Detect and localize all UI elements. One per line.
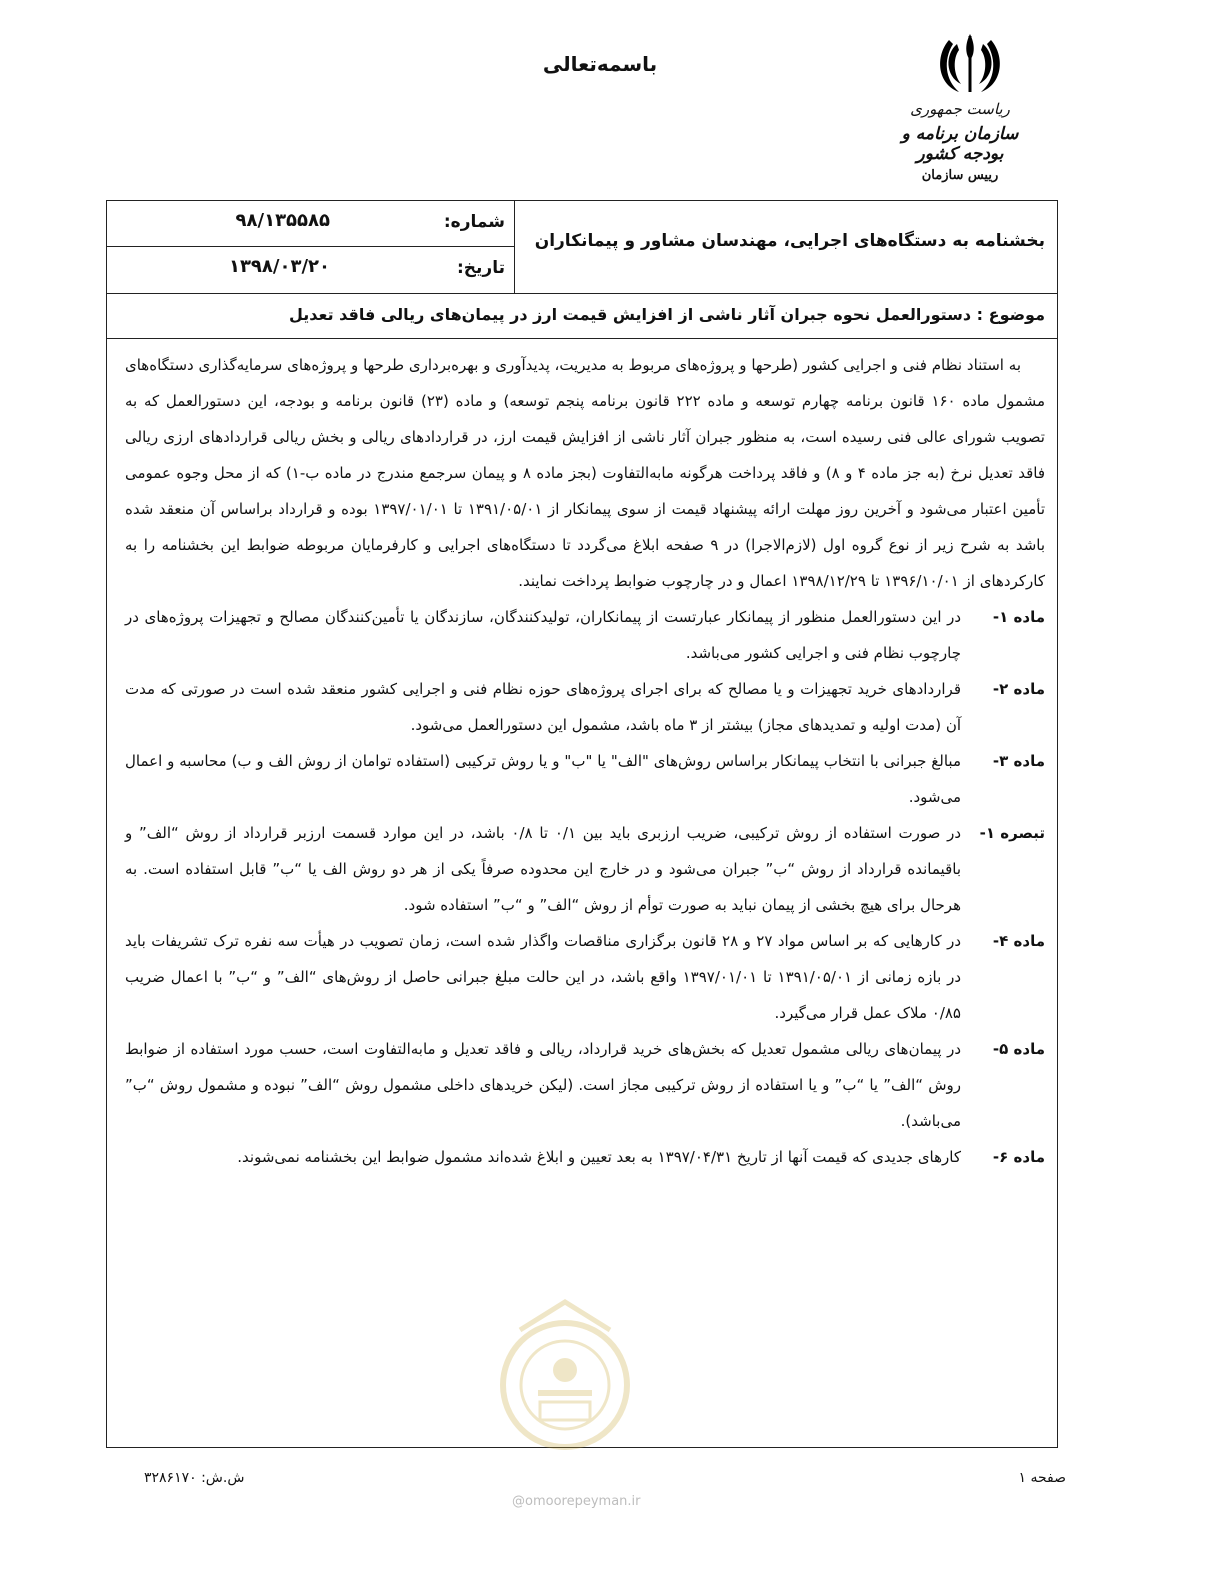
watermark-logo-icon — [490, 1290, 640, 1490]
article-text: در این دستورالعمل منظور از پیمانکار عبارتست از پیمانکاران، تولیدکنندگان، سازندگان یا تأمین‌کنندگان مصالح و تجهیزات پروژه‌های در چارچوب نظام فنی و اجرایی کشور می‌باشد. — [125, 608, 961, 662]
note-1 — [125, 815, 1045, 923]
article-5 — [125, 1031, 1045, 1139]
article-text: مبالغ جبرانی با انتخاب پیمانکار براساس روش‌های "الف" یا "ب" و یا روش ترکیبی (استفاده توامان از روش الف و ب) محاسبه و اعمال می‌شود. — [125, 752, 961, 806]
article-text: کارهای جدیدی که قیمت آنها از تاریخ ۱۳۹۷/۰۴/۳۱ به بعد تعیین و ابلاغ شده‌اند مشمول ضوابط این بخشنامه نمی‌شوند. — [237, 1148, 961, 1166]
date-value: ۱۳۹۸/۰۳/۲۰ — [228, 256, 330, 277]
date-row — [107, 247, 515, 293]
article-label: ماده ۳- — [992, 752, 1045, 770]
article-text: در پیمان‌های ریالی مشمول تعدیل که بخش‌های خرید قرارداد، ریالی و فاقد تعدیل و مابه‌التفاوت است، حسب مورد استفاده از ضوابط روش “الف” یا “ب” و یا استفاده از روش ترکیبی مجاز است. (لیکن خریدهای داخلی مشمول روش “الف” نبوده و مشمول روش “ب” می‌باشد). — [125, 1040, 961, 1130]
organization-block — [880, 100, 1040, 183]
date-label: تاریخ: — [457, 258, 505, 278]
watermark-site-text: @omoorepeyman.ir — [512, 1494, 641, 1509]
number-label: شماره: — [443, 212, 505, 232]
iran-emblem-icon — [935, 30, 1005, 98]
org-presidency: ریاست جمهوری — [910, 100, 1010, 118]
article-label: ماده ۴- — [992, 932, 1045, 950]
intro-paragraph: به استناد نظام فنی و اجرایی کشور (طرحها و پروژه‌های مربوط به مدیریت، پدیدآوری و بهره‌برداری طرحها و پروژه‌های سرمایه‌گذاری دستگاه‌های مشمول ماده ۱۶۰ قانون برنامه چهارم توسعه و ماده ۲۲۲ قانون برنامه پنجم توسعه) و ماده (۲۳) قانون برنامه و بودجه، این دستورالعمل که به تصویب شورای عالی فنی رسیده است، به منظور جبران آثار ناشی از افزایش قیمت ارز، در قراردادهای ریالی و بخش ریالی قراردادهای ارزی ریالی فاقد تعدیل نرخ (به جز ماده ۴ و ۸) و فاقد پرداخت هرگونه مابه‌التفاوت (بجز ماده ۸ و پیمان سرجمع مندرج در ماده ب-۱) که از محل وجوه عمومی تأمین اعتبار می‌شود و آخرین روز مهلت ارائه پیشنهاد قیمت از سوی پیمانکار از ۱۳۹۱/۰۵/۰۱ تا ۱۳۹۷/۰۱/۰۱ بوده و قرارداد براساس آن منعقد شده باشد به شرح زیر از نوع گروه اول (لازم‌الاجرا) در ۹ صفحه ابلاغ می‌گردد تا دستگاه‌های اجرایی و کارفرمایان مربوطه ضوابط این بخشنامه را به کارکردهای از ۱۳۹۶/۱۰/۰۱ تا ۱۳۹۸/۱۲/۲۹ اعمال و در چارچوب ضوابط پرداخت نمایند. — [125, 356, 1046, 590]
article-label: ماده ۲- — [992, 680, 1045, 698]
recipient-line: بخشنامه به دستگاه‌های اجرایی، مهندسان مشاور و پیمانکاران — [534, 231, 1045, 251]
reference-number: ش.ش: ۳۲۸۶۱۷۰ — [144, 1470, 245, 1486]
note-text: در صورت استفاده از روش ترکیبی، ضریب ارزبری باید بین ۰/۱ تا ۰/۸ باشد، در این موارد قسمت ارزبر قرارداد از روش “الف” و باقیمانده قرارداد از روش “ب” جبران می‌شود و در خارج این محدوده صرفاً یکی از هر دو روش الف یا “ب” قابل استفاده است. به هرحال برای هیچ بخشی از پیمان نباید به صورت توأم از روش “الف” و “ب” استفاده شود. — [125, 824, 961, 914]
org-head-title: رییس سازمان — [921, 168, 999, 183]
org-name: سازمان برنامه و بودجه کشور — [901, 124, 1019, 164]
number-value: ۹۸/۱۳۵۵۸۵ — [235, 210, 330, 231]
document-frame — [106, 200, 1058, 1448]
article-3 — [125, 743, 1045, 815]
article-label: ماده ۱- — [992, 608, 1045, 626]
note-label: تبصره ۱- — [979, 824, 1045, 842]
article-4 — [125, 923, 1045, 1031]
article-label: ماده ۶- — [992, 1148, 1045, 1166]
article-label: ماده ۵- — [992, 1040, 1045, 1058]
article-text: در کارهایی که بر اساس مواد ۲۷ و ۲۸ قانون برگزاری مناقصات واگذار شده است، زمان تصویب در هیأت سه نفره ترک تشریفات باید در بازه زمانی از ۱۳۹۱/۰۵/۰۱ تا ۱۳۹۷/۰۱/۰۱ واقع باشد، در این حالت مبلغ جبرانی حاصل از روش‌های “الف” و “ب” با اعمال ضریب ۰/۸۵ ملاک عمل قرار می‌گیرد. — [125, 932, 962, 1022]
page-number: صفحه ۱ — [1018, 1470, 1066, 1486]
article-2 — [125, 671, 1045, 743]
document-body — [125, 347, 1045, 1175]
subject-line: موضوع : دستورالعمل نحوه جبران آثار ناشی از افزایش قیمت ارز در پیمان‌های ریالی فاقد تعدیل — [107, 293, 1057, 339]
letter-meta-box — [107, 201, 515, 293]
number-row — [107, 201, 515, 247]
article-text: قراردادهای خرید تجهیزات و یا مصالح که برای اجرای پروژه‌های حوزه نظام فنی و اجرایی کشور منعقد شده است در صورتی که مدت آن (مدت اولیه و تمدیدهای مجاز) بیشتر از ۳ ماه باشد، مشمول این دستورالعمل می‌شود. — [125, 680, 961, 734]
basmala-heading: باسمه‌تعالی — [542, 52, 658, 76]
article-6 — [125, 1139, 1045, 1175]
article-1 — [125, 599, 1045, 671]
